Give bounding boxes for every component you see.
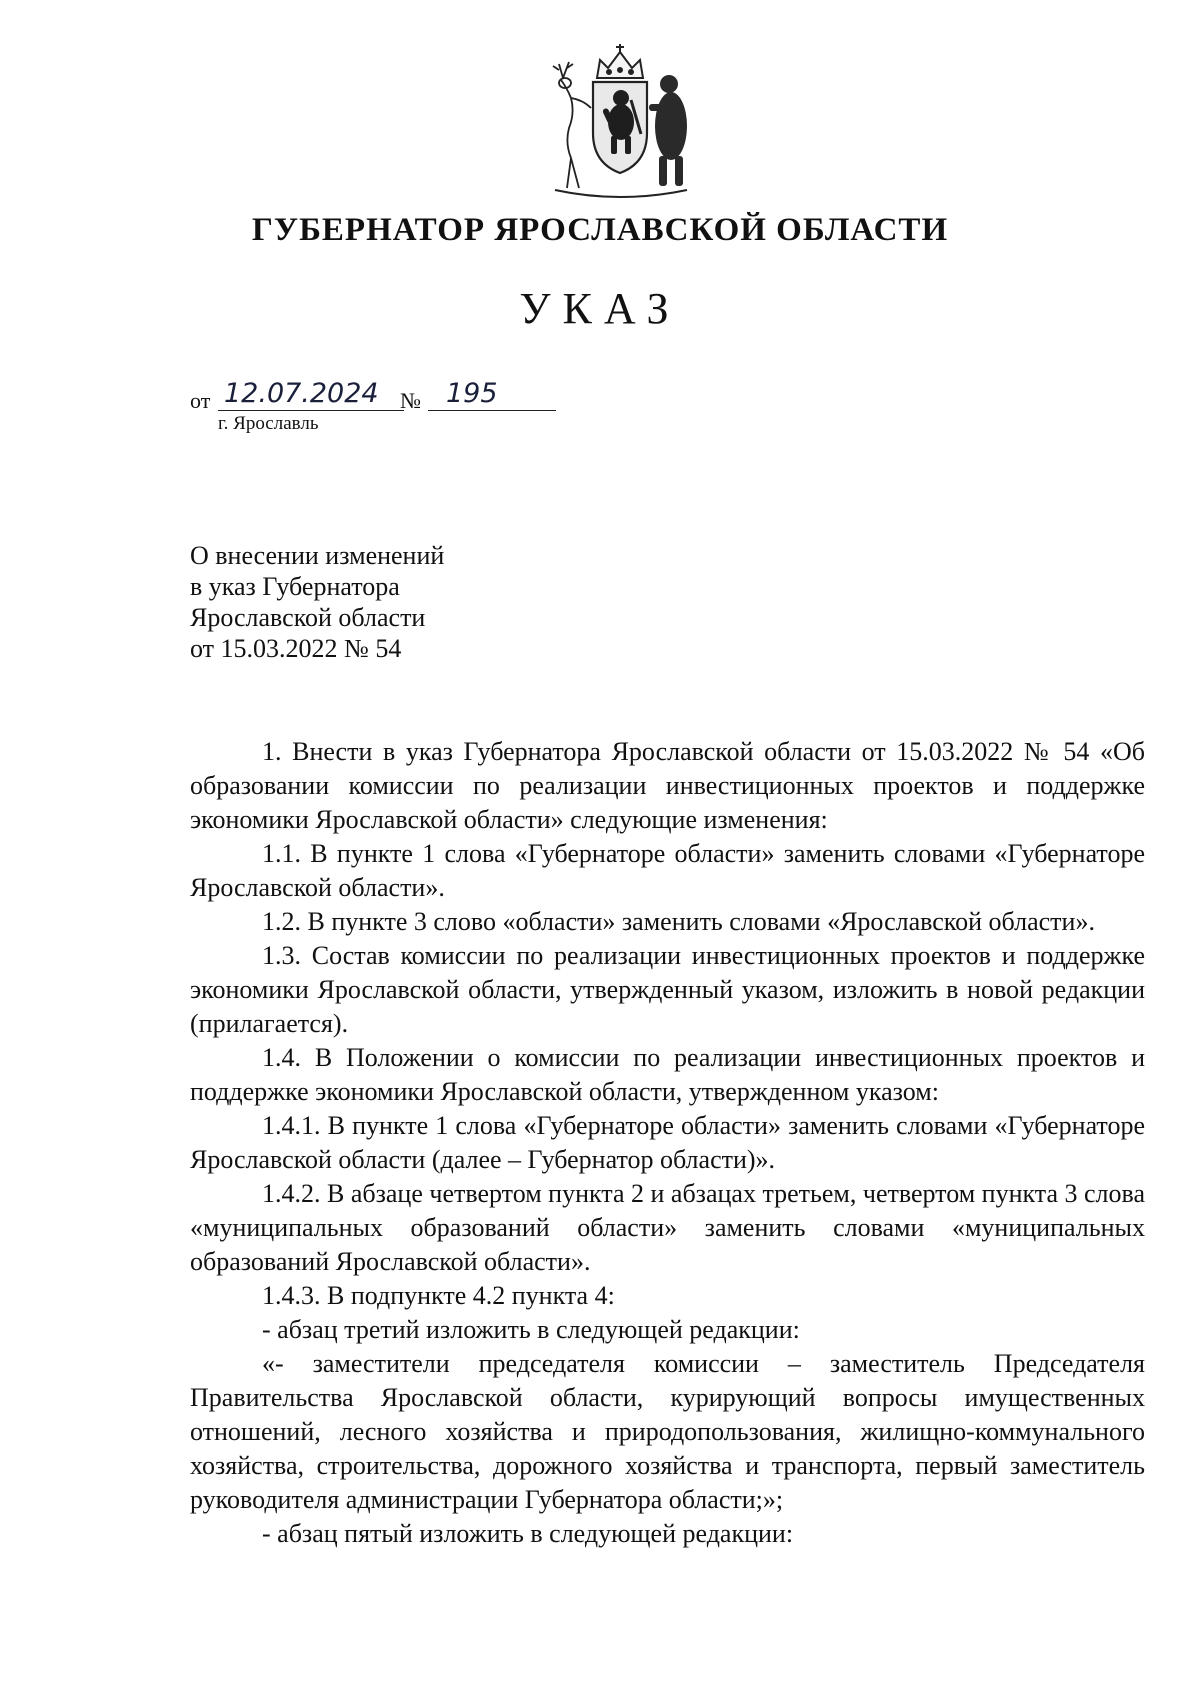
subject-line: от 15.03.2022 № 54 [190, 634, 402, 663]
document-number: 195 [428, 378, 556, 411]
place-of-issue: г. Ярославль [218, 413, 319, 434]
date-prefix: от [190, 388, 211, 413]
document-type: УКАЗ [519, 284, 681, 333]
body-paragraph: 1.4.3. В подпункте 4.2 пункта 4: [262, 1281, 615, 1310]
subject-line: Ярославской области [190, 603, 426, 632]
body-paragraph: 1.3. Состав комиссии по реализации инвестиционных проектов и поддержке экономики Ярославской области, утвержденный указом, изложить в новой редакции (прилагается). [190, 941, 1145, 1038]
body-paragraph: 1.4.1. В пункте 1 слова «Губернаторе области» заменить словами «Губернаторе Ярославской области (далее – Губернатор области)». [190, 1111, 1145, 1174]
coat-of-arms-icon [545, 38, 695, 208]
body-paragraph: 1.4. В Положении о комиссии по реализации инвестиционных проектов и поддержке экономики Ярославской области, утвержденном указом: [190, 1043, 1145, 1106]
document-date: 12.07.2024 [218, 378, 404, 411]
body-paragraph: - абзац пятый изложить в следующей редакции: [262, 1519, 794, 1548]
body-paragraph: - абзац третий изложить в следующей редакции: [262, 1315, 800, 1344]
document-subject [190, 540, 444, 664]
subject-line: О внесении изменений [190, 541, 445, 570]
date-number-line [190, 378, 550, 418]
number-sign: № [400, 388, 421, 413]
document-body [190, 735, 1145, 1551]
body-paragraph: «- заместители председателя комиссии – заместитель Председателя Правительства Ярославской области, курирующий вопросы имущественных отношений, лесного хозяйства и природопользования, жилищно-коммунального хозяйства, строительства, дорожного хозяйства и транспорта, первый заместитель руководителя администрации Губернатора области;»; [190, 1349, 1145, 1514]
body-paragraph: 1.2. В пункте 3 слово «области» заменить словами «Ярославской области». [262, 907, 1095, 936]
issuer-title: ГУБЕРНАТОР ЯРОСЛАВСКОЙ ОБЛАСТИ [251, 212, 949, 248]
body-paragraph: 1.1. В пункте 1 слова «Губернаторе области» заменить словами «Губернаторе Ярославской области». [190, 839, 1145, 902]
body-paragraph: 1.4.2. В абзаце четвертом пункта 2 и абзацах третьем, четвертом пункта 3 слова «муниципальных образований области» заменить словами «муниципальных образований Ярославской области». [190, 1179, 1145, 1276]
body-paragraph: 1. Внести в указ Губернатора Ярославской области от 15.03.2022 № 54 «Об образовании комиссии по реализации инвестиционных проектов и поддержке экономики Ярославской области» следующие изменения: [190, 737, 1145, 834]
subject-line: в указ Губернатора [190, 572, 400, 601]
